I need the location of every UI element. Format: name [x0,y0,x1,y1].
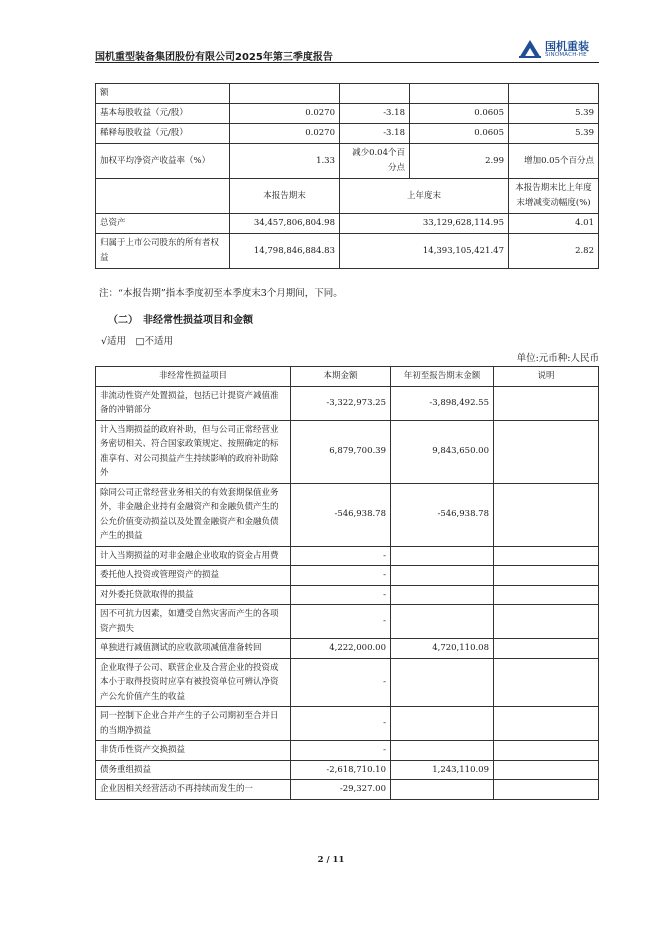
cell-ytd: -546,938.78 [391,483,494,546]
col-header-item: 非经常性损益项目 [96,367,291,387]
cell-note [494,780,599,800]
col-header-note: 说明 [494,367,599,387]
table-row [96,566,599,586]
cell-note [494,566,599,586]
cell-ytd: 1,243,110.09 [391,760,494,780]
cell-note [494,483,599,546]
cell-current: -546,938.78 [291,483,391,546]
table-body [96,386,599,799]
table-row: 稀释每股收益（元/股） 0.0270 -3.18 0.0605 5.39 [96,124,599,144]
page-number: 2 / 11 [317,855,345,865]
cell-ytd: 4,720,110.08 [391,639,494,659]
cell-note [494,639,599,659]
cell-current: - [291,585,391,605]
col-header-current: 本期金额 [291,367,391,387]
cell-item: 企业因相关经营活动不再持续而发生的一 [96,780,291,800]
cell-item: 计入当期损益的政府补助，但与公司正常经营业务密切相关、符合国家政策规定、按照确定的标准享有、对公司损益产生持续影响的政府补助除外 [96,420,291,483]
cell-current: - [291,605,391,639]
cell-ytd [391,741,494,761]
non-recurring-items-table [95,366,599,800]
col-header-current-end: 本报告期末 [230,179,340,214]
cell-current: 4,222,000.00 [291,639,391,659]
table-row: 基本每股收益（元/股） 0.0270 -3.18 0.0605 5.39 [96,104,599,124]
col-header-change: 本报告期末比上年度末增减变动幅度(%) [509,179,599,214]
report-title: 国机重型装备集团股份有限公司2025年第三季度报告 [95,52,333,63]
cell-current: -2,618,710.10 [291,760,391,780]
logo-emblem-icon [517,38,543,60]
cell-note [494,760,599,780]
table-row [96,483,599,546]
col-header-ytd: 年初至报告期末金额 [391,367,494,387]
table-subheader [96,179,599,214]
cell-ytd [391,566,494,586]
header-divider [95,62,599,63]
cell-item: 非流动性资产处置损益，包括已计提资产减值准备的冲销部分 [96,386,291,420]
cell-note [494,386,599,420]
table-row: 加权平均净资产收益率（%） 1.33 减少0.04个百分点 2.99 增加0.05个百分点 [96,144,599,179]
table-row [96,546,599,566]
cell-note [494,741,599,761]
cell-note [494,585,599,605]
table-row [96,760,599,780]
table-row [96,84,599,104]
cell-ytd: -3,898,492.55 [391,386,494,420]
cell-current: - [291,707,391,741]
currency-unit: 单位:元币种:人民币 [516,353,599,364]
cell-ytd [391,546,494,566]
cell-ytd [391,707,494,741]
footnote: 注：“本报告期”指本季度初至本季度末3个月期间，下同。 [99,288,343,299]
table-row [96,386,599,420]
cell-note [494,658,599,707]
table-row: 归属于上市公司股东的所有者权益 14,798,846,884.83 14,393,105,421.47 2.82 [96,234,599,269]
company-logo [517,38,603,62]
table-row [96,639,599,659]
cell-ytd [391,605,494,639]
cell-item: 因不可抗力因素，如遭受自然灾害而产生的各项资产损失 [96,605,291,639]
row-label: 基本每股收益（元/股） [96,104,230,124]
table-row [96,420,599,483]
cell-item: 单独进行减值测试的应收款项减值准备转回 [96,639,291,659]
row-label: 额 [96,84,230,104]
cell-item: 债务重组损益 [96,760,291,780]
table-row [96,585,599,605]
cell-note [494,605,599,639]
cell-item: 企业取得子公司、联营企业及合营企业的投资成本小于取得投资时应享有被投资单位可辨认净资产公允价值产生的收益 [96,658,291,707]
cell-note [494,546,599,566]
cell-ytd [391,780,494,800]
row-label: 加权平均净资产收益率（%） [96,144,230,179]
cell-ytd [391,658,494,707]
cell-current: -3,322,973.25 [291,386,391,420]
cell-note [494,707,599,741]
cell-current: - [291,546,391,566]
section-heading: （二） 非经常性损益项目和金额 [108,315,253,326]
cell-ytd: 9,843,650.00 [391,420,494,483]
cell-ytd [391,585,494,605]
col-header-prior-year-end: 上年度末 [340,179,509,214]
logo-text-cn: 国机重装 [545,40,589,53]
logo-text-en: SINOMACH-HE [545,52,587,58]
page-header [95,40,599,63]
cell-current: - [291,658,391,707]
cell-current: -29,327.00 [291,780,391,800]
table-header-row [96,367,599,387]
cell-item: 非货币性资产交换损益 [96,741,291,761]
cell-item: 委托他人投资或管理资产的损益 [96,566,291,586]
cell-item: 同一控制下企业合并产生的子公司期初至合并日的当期净损益 [96,707,291,741]
table-row: 总资产 34,457,806,804.98 33,129,628,114.95 4.01 [96,214,599,234]
table-row [96,707,599,741]
cell-item: 对外委托贷款取得的损益 [96,585,291,605]
table-row [96,741,599,761]
applicability-checkbox: √适用 □不适用 [101,336,174,347]
cell-item: 除同公司正常经营业务相关的有效套期保值业务外，非金融企业持有金融资产和金融负债产生的公允价值变动损益以及处置金融资产和金融负债产生的损益 [96,483,291,546]
table-row [96,780,599,800]
cell-current: - [291,566,391,586]
cell-note [494,420,599,483]
cell-current: 6,879,700.39 [291,420,391,483]
row-label: 稀释每股收益（元/股） [96,124,230,144]
table-row [96,658,599,707]
cell-current: - [291,741,391,761]
row-label: 总资产 [96,214,230,234]
cell-item: 计入当期损益的对非金融企业收取的资金占用费 [96,546,291,566]
table-row [96,605,599,639]
key-financials-table [95,83,599,269]
row-label: 归属于上市公司股东的所有者权益 [96,234,230,269]
